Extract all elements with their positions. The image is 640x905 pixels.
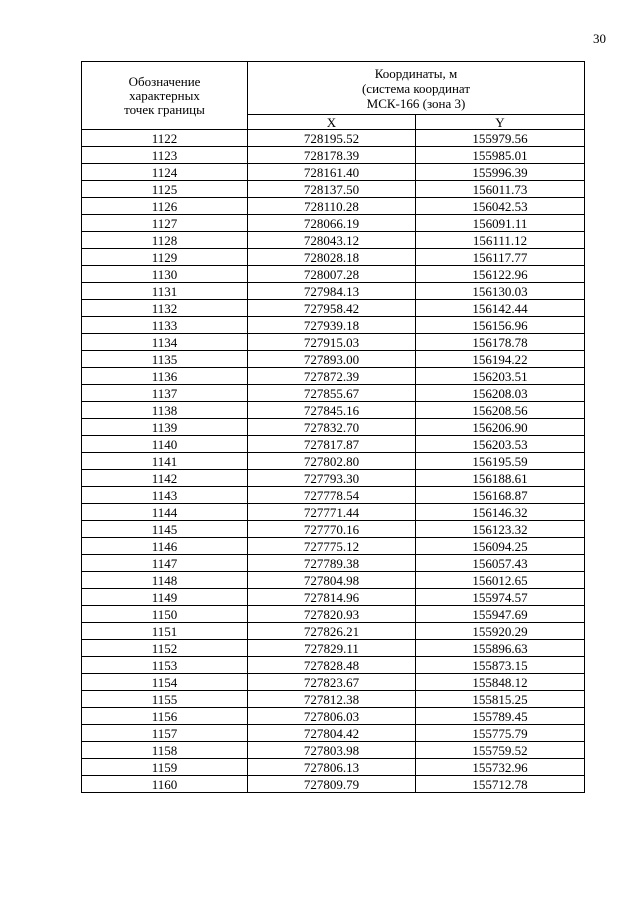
- point-cell: 1159: [82, 759, 248, 776]
- y-cell: 156111.12: [416, 232, 585, 249]
- y-cell: 156194.22: [416, 351, 585, 368]
- y-cell: 156208.03: [416, 385, 585, 402]
- point-cell: 1128: [82, 232, 248, 249]
- x-cell: 727893.00: [248, 351, 416, 368]
- y-cell: 155974.57: [416, 589, 585, 606]
- point-cell: 1154: [82, 674, 248, 691]
- x-cell: 727939.18: [248, 317, 416, 334]
- y-cell: 155896.63: [416, 640, 585, 657]
- x-cell: 727829.11: [248, 640, 416, 657]
- y-cell: 156123.32: [416, 521, 585, 538]
- y-cell: 156091.11: [416, 215, 585, 232]
- table-row: [82, 657, 585, 674]
- point-cell: 1130: [82, 266, 248, 283]
- x-cell: 727845.16: [248, 402, 416, 419]
- x-cell: 727804.98: [248, 572, 416, 589]
- table-row: [82, 555, 585, 572]
- y-cell: 156057.43: [416, 555, 585, 572]
- table-row: [82, 385, 585, 402]
- y-cell: 156122.96: [416, 266, 585, 283]
- point-cell: 1123: [82, 147, 248, 164]
- y-cell: 156156.96: [416, 317, 585, 334]
- point-cell: 1135: [82, 351, 248, 368]
- y-cell: 156130.03: [416, 283, 585, 300]
- x-cell: 727828.48: [248, 657, 416, 674]
- x-cell: 727872.39: [248, 368, 416, 385]
- y-cell: 155985.01: [416, 147, 585, 164]
- x-cell: 727809.79: [248, 776, 416, 793]
- x-cell: 727820.93: [248, 606, 416, 623]
- y-cell: 155732.96: [416, 759, 585, 776]
- point-cell: 1136: [82, 368, 248, 385]
- y-cell: 156178.78: [416, 334, 585, 351]
- table-row: [82, 742, 585, 759]
- y-cell: 155947.69: [416, 606, 585, 623]
- table-row: [82, 538, 585, 555]
- y-cell: 156206.90: [416, 419, 585, 436]
- header-point-line-3: точек границы: [124, 101, 205, 117]
- y-cell: 155979.56: [416, 130, 585, 147]
- point-cell: 1145: [82, 521, 248, 538]
- table-row: [82, 606, 585, 623]
- x-cell: 727775.12: [248, 538, 416, 555]
- point-cell: 1137: [82, 385, 248, 402]
- point-cell: 1129: [82, 249, 248, 266]
- point-cell: 1138: [82, 402, 248, 419]
- point-cell: 1148: [82, 572, 248, 589]
- table-row: [82, 164, 585, 181]
- y-cell: 155775.79: [416, 725, 585, 742]
- y-cell: 156042.53: [416, 198, 585, 215]
- header-coords-line-2: (система координат: [361, 80, 471, 96]
- point-cell: 1147: [82, 555, 248, 572]
- point-cell: 1151: [82, 623, 248, 640]
- table-row: [82, 589, 585, 606]
- point-cell: 1153: [82, 657, 248, 674]
- table-row: [82, 572, 585, 589]
- x-cell: 728110.28: [248, 198, 416, 215]
- y-cell: 155759.52: [416, 742, 585, 759]
- x-cell: 728161.40: [248, 164, 416, 181]
- table-row: [82, 368, 585, 385]
- point-cell: 1133: [82, 317, 248, 334]
- header-coordinates: [248, 62, 585, 115]
- table-row: [82, 759, 585, 776]
- y-cell: 156168.87: [416, 487, 585, 504]
- x-cell: 728195.52: [248, 130, 416, 147]
- x-cell: 728007.28: [248, 266, 416, 283]
- y-cell: 156011.73: [416, 181, 585, 198]
- point-cell: 1142: [82, 470, 248, 487]
- table-row: [82, 283, 585, 300]
- table-row: [82, 691, 585, 708]
- x-cell: 727793.30: [248, 470, 416, 487]
- y-cell: 155996.39: [416, 164, 585, 181]
- table-row: [82, 708, 585, 725]
- y-cell: 156094.25: [416, 538, 585, 555]
- point-cell: 1139: [82, 419, 248, 436]
- x-cell: 727802.80: [248, 453, 416, 470]
- x-cell: 727789.38: [248, 555, 416, 572]
- x-cell: 727855.67: [248, 385, 416, 402]
- table-row: [82, 640, 585, 657]
- y-cell: 156146.32: [416, 504, 585, 521]
- x-cell: 728178.39: [248, 147, 416, 164]
- y-cell: 156012.65: [416, 572, 585, 589]
- point-cell: 1141: [82, 453, 248, 470]
- x-cell: 727823.67: [248, 674, 416, 691]
- table-row: [82, 436, 585, 453]
- point-cell: 1134: [82, 334, 248, 351]
- table-row: [82, 725, 585, 742]
- table-row: [82, 334, 585, 351]
- y-cell: 155873.15: [416, 657, 585, 674]
- page-number: 30: [593, 31, 606, 46]
- header-coords-line-1: Координаты, м: [374, 65, 458, 81]
- x-cell: 727915.03: [248, 334, 416, 351]
- y-cell: 155920.29: [416, 623, 585, 640]
- x-cell: 727958.42: [248, 300, 416, 317]
- x-cell: 727804.42: [248, 725, 416, 742]
- point-cell: 1122: [82, 130, 248, 147]
- table-row: [82, 521, 585, 538]
- y-cell: 155815.25: [416, 691, 585, 708]
- point-cell: 1131: [82, 283, 248, 300]
- x-cell: 727812.38: [248, 691, 416, 708]
- table-row: [82, 181, 585, 198]
- x-cell: 728043.12: [248, 232, 416, 249]
- header-y: Y: [416, 115, 585, 130]
- y-cell: 156208.56: [416, 402, 585, 419]
- x-cell: 727803.98: [248, 742, 416, 759]
- point-cell: 1144: [82, 504, 248, 521]
- x-cell: 727806.03: [248, 708, 416, 725]
- point-cell: 1152: [82, 640, 248, 657]
- point-cell: 1160: [82, 776, 248, 793]
- header-x: X: [248, 115, 416, 130]
- y-cell: 156203.53: [416, 436, 585, 453]
- point-cell: 1156: [82, 708, 248, 725]
- point-cell: 1146: [82, 538, 248, 555]
- y-cell: 156117.77: [416, 249, 585, 266]
- table-row: [82, 776, 585, 793]
- table-row: [82, 504, 585, 521]
- point-cell: 1125: [82, 181, 248, 198]
- table-row: [82, 419, 585, 436]
- point-cell: 1150: [82, 606, 248, 623]
- table-row: [82, 147, 585, 164]
- x-cell: 727984.13: [248, 283, 416, 300]
- x-cell: 727778.54: [248, 487, 416, 504]
- table-row: [82, 317, 585, 334]
- header-point-designation: [82, 62, 248, 130]
- y-cell: 155789.45: [416, 708, 585, 725]
- point-cell: 1157: [82, 725, 248, 742]
- point-cell: 1124: [82, 164, 248, 181]
- table-row: [82, 300, 585, 317]
- point-cell: 1127: [82, 215, 248, 232]
- x-cell: 727806.13: [248, 759, 416, 776]
- header-point-line-1: Обозначение: [128, 73, 201, 89]
- x-cell: 728066.19: [248, 215, 416, 232]
- point-cell: 1140: [82, 436, 248, 453]
- table-row: [82, 470, 585, 487]
- point-cell: 1132: [82, 300, 248, 317]
- point-cell: 1158: [82, 742, 248, 759]
- point-cell: 1155: [82, 691, 248, 708]
- table-header: [82, 62, 585, 130]
- table-row: [82, 215, 585, 232]
- table-row: [82, 232, 585, 249]
- x-cell: 727814.96: [248, 589, 416, 606]
- y-cell: 156195.59: [416, 453, 585, 470]
- table-row: [82, 402, 585, 419]
- y-cell: 156188.61: [416, 470, 585, 487]
- table-row: [82, 198, 585, 215]
- y-cell: 155712.78: [416, 776, 585, 793]
- table-row: [82, 351, 585, 368]
- table-row: [82, 266, 585, 283]
- x-cell: 727817.87: [248, 436, 416, 453]
- table-row: [82, 487, 585, 504]
- table-row: [82, 130, 585, 147]
- x-cell: 727832.70: [248, 419, 416, 436]
- x-cell: 727826.21: [248, 623, 416, 640]
- point-cell: 1149: [82, 589, 248, 606]
- point-cell: 1126: [82, 198, 248, 215]
- header-coords-line-3: МСК-166 (зона 3): [366, 95, 466, 111]
- table-body: [82, 130, 585, 793]
- table-row: [82, 623, 585, 640]
- coordinates-table: [81, 61, 585, 793]
- y-cell: 156142.44: [416, 300, 585, 317]
- table-row: [82, 249, 585, 266]
- x-cell: 727771.44: [248, 504, 416, 521]
- x-cell: 727770.16: [248, 521, 416, 538]
- header-point-line-2: характерных: [129, 87, 200, 103]
- point-cell: 1143: [82, 487, 248, 504]
- table-row: [82, 453, 585, 470]
- y-cell: 155848.12: [416, 674, 585, 691]
- x-cell: 728137.50: [248, 181, 416, 198]
- table-row: [82, 674, 585, 691]
- y-cell: 156203.51: [416, 368, 585, 385]
- x-cell: 728028.18: [248, 249, 416, 266]
